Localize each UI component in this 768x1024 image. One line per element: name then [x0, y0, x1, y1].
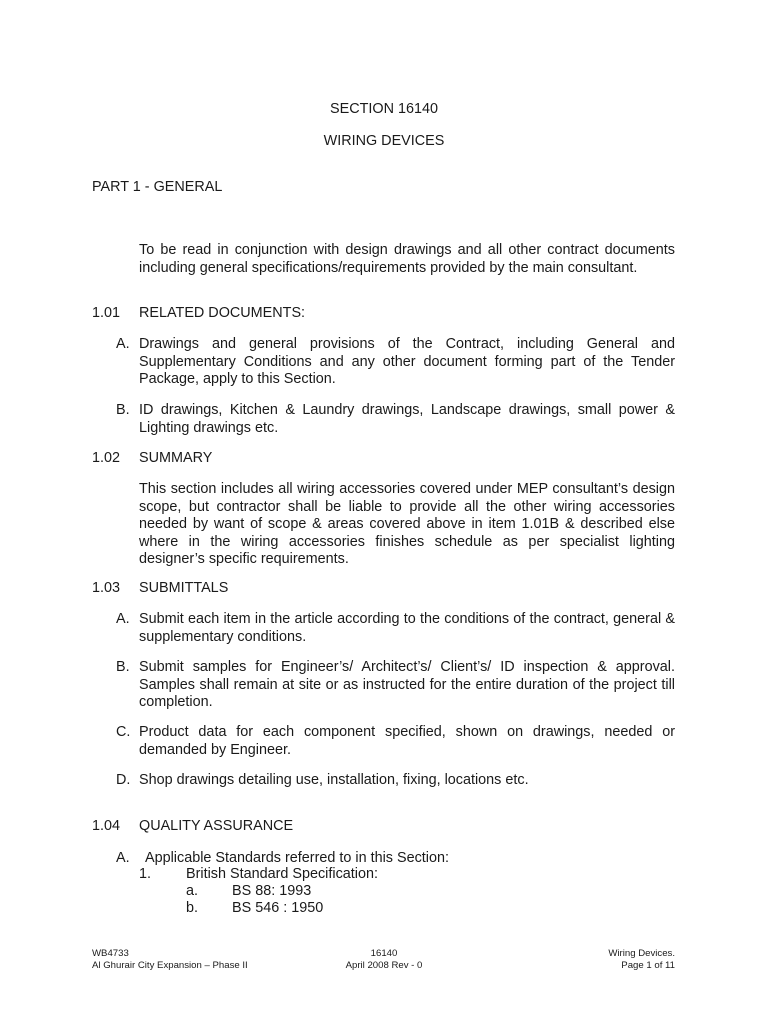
- item-text: Submit samples for Engineer’s/ Architect’s/ Client’s/ ID inspection & approval. Samples shall remain at site or as instructed for the entire duration of the project till completion.: [139, 659, 675, 710]
- intro-paragraph: To be read in conjunction with design drawings and all other contract documents including general specifications/requirements provided by the main consultant.: [139, 242, 675, 276]
- part-heading: PART 1 - GENERAL: [92, 179, 223, 195]
- item-text: Product data for each component specified, shown on drawings, needed or demanded by Engineer.: [139, 724, 675, 758]
- footer-page-number: Page 1 of 11: [621, 960, 675, 971]
- section-title: WIRING DEVICES: [323, 133, 445, 149]
- footer-section-number: 16140: [370, 948, 398, 959]
- item-text: Shop drawings detailing use, installation, fixing, locations etc.: [139, 772, 529, 788]
- standard-text: BS 88: 1993: [232, 883, 312, 899]
- standard-text: BS 546 : 1950: [232, 900, 324, 916]
- item-letter: B.: [116, 659, 130, 675]
- section-1-03-number: 1.03: [92, 580, 121, 596]
- footer-project-code: WB4733: [92, 948, 129, 959]
- item-letter: B.: [116, 402, 130, 418]
- item-letter: A.: [116, 850, 130, 866]
- item-letter: D.: [116, 772, 131, 788]
- section-1-02-number: 1.02: [92, 450, 121, 466]
- section-1-01-number: 1.01: [92, 305, 121, 321]
- section-1-02-title: SUMMARY: [139, 450, 213, 466]
- section-1-01-title: RELATED DOCUMENTS:: [139, 305, 306, 321]
- item-text: Drawings and general provisions of the Contract, including General and Supplementary Conditions and any other document forming part of the Tender Package, apply to this Section.: [139, 336, 675, 387]
- section-1-03-title: SUBMITTALS: [139, 580, 229, 596]
- standard-letter: a.: [186, 883, 199, 899]
- section-1-04-number: 1.04: [92, 818, 121, 834]
- section-1-04-title: QUALITY ASSURANCE: [139, 818, 294, 834]
- footer-section-title: Wiring Devices.: [608, 948, 675, 959]
- footer-project-name: Al Ghurair City Expansion – Phase II: [92, 960, 248, 971]
- item-text: Submit each item in the article according to the conditions of the contract, general & supplementary conditions.: [139, 611, 675, 645]
- item-text: Applicable Standards referred to in this Section:: [145, 850, 449, 866]
- summary-paragraph: This section includes all wiring accessories covered under MEP consultant’s design scope, but contractor shall be liable to provide all the other wiring accessories needed by want of scope & areas covered above in item 1.01B & described else where in the wiring accessories finishes schedule as per specialist lighting designer’s specific requirements.: [139, 481, 675, 567]
- item-text: ID drawings, Kitchen & Laundry drawings, Landscape drawings, small power & Lighting drawings etc.: [139, 402, 675, 436]
- sub-item-number: 1.: [139, 866, 152, 882]
- item-letter: C.: [116, 724, 131, 740]
- sub-item-text: British Standard Specification:: [186, 866, 378, 882]
- footer-date-revision: April 2008 Rev - 0: [345, 960, 423, 971]
- section-number: SECTION 16140: [330, 101, 438, 117]
- standard-letter: b.: [186, 900, 199, 916]
- item-letter: A.: [116, 336, 130, 352]
- item-letter: A.: [116, 611, 130, 627]
